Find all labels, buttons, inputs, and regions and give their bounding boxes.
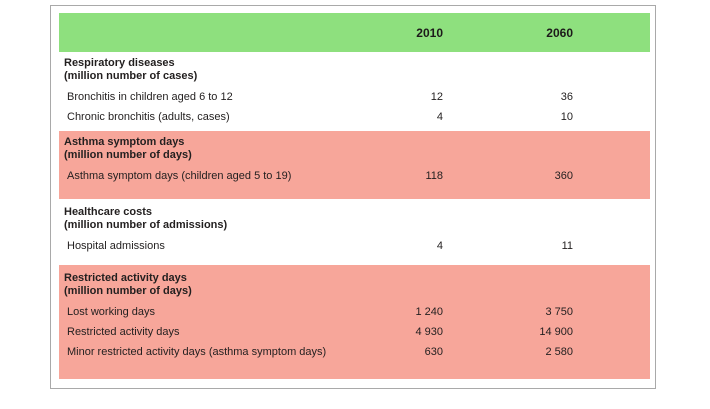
- section-rows: [59, 87, 650, 127]
- value-2060: 3 750: [545, 306, 573, 318]
- section-title: Asthma symptom days: [64, 136, 185, 148]
- value-2060: 2 580: [545, 346, 573, 358]
- row-label: Asthma symptom days (children aged 5 to 19): [67, 170, 292, 182]
- table-row: [59, 236, 650, 256]
- row-label: Hospital admissions: [67, 240, 165, 252]
- row-label: Chronic bronchitis (adults, cases): [67, 111, 230, 123]
- table-section: [59, 52, 650, 131]
- section-subtitle: (million number of admissions): [64, 219, 228, 231]
- section-subtitle: (million number of cases): [64, 70, 198, 82]
- value-2010: 4: [436, 111, 443, 123]
- value-2010: 630: [424, 346, 443, 358]
- table-row: [59, 322, 650, 342]
- value-2010: 1 240: [415, 306, 443, 318]
- table-row: [59, 107, 650, 127]
- section-rows: [59, 236, 650, 256]
- value-2060: 10: [560, 111, 573, 123]
- row-label: Restricted activity days: [67, 326, 180, 338]
- section-title-block: [59, 206, 650, 232]
- table-row: [59, 166, 650, 186]
- column-header-2010: 2010: [416, 25, 443, 40]
- table-section: [59, 265, 650, 379]
- value-2060: 36: [560, 91, 573, 103]
- section-rows: [59, 302, 650, 362]
- table-frame: [50, 5, 656, 389]
- section-title-block: [59, 272, 650, 298]
- table-section: [59, 131, 650, 199]
- column-header-2060: 2060: [546, 25, 573, 40]
- value-2060: 11: [561, 240, 573, 252]
- table-row: [59, 87, 650, 107]
- row-label: Bronchitis in children aged 6 to 12: [67, 91, 233, 103]
- health-impacts-table: [59, 13, 650, 379]
- value-2010: 4: [436, 240, 443, 252]
- table-section: [59, 199, 650, 265]
- row-label: Minor restricted activity days (asthma symptom days): [67, 346, 327, 358]
- section-title: Respiratory diseases: [64, 57, 175, 69]
- section-title-block: [59, 136, 650, 162]
- table-row: [59, 302, 650, 322]
- value-2010: 118: [425, 170, 443, 182]
- section-rows: [59, 166, 650, 186]
- section-title: Restricted activity days: [64, 272, 187, 284]
- value-2060: 14 900: [539, 326, 573, 338]
- section-title: Healthcare costs: [64, 206, 153, 218]
- year-header-row: [59, 13, 650, 52]
- row-label: Lost working days: [67, 306, 156, 318]
- table-row: [59, 342, 650, 362]
- section-title-block: [59, 57, 650, 83]
- value-2060: 360: [554, 170, 573, 182]
- value-2010: 4 930: [415, 326, 443, 338]
- value-2010: 12: [430, 91, 443, 103]
- section-subtitle: (million number of days): [64, 149, 192, 161]
- table-sections: [59, 52, 650, 379]
- section-subtitle: (million number of days): [64, 285, 192, 297]
